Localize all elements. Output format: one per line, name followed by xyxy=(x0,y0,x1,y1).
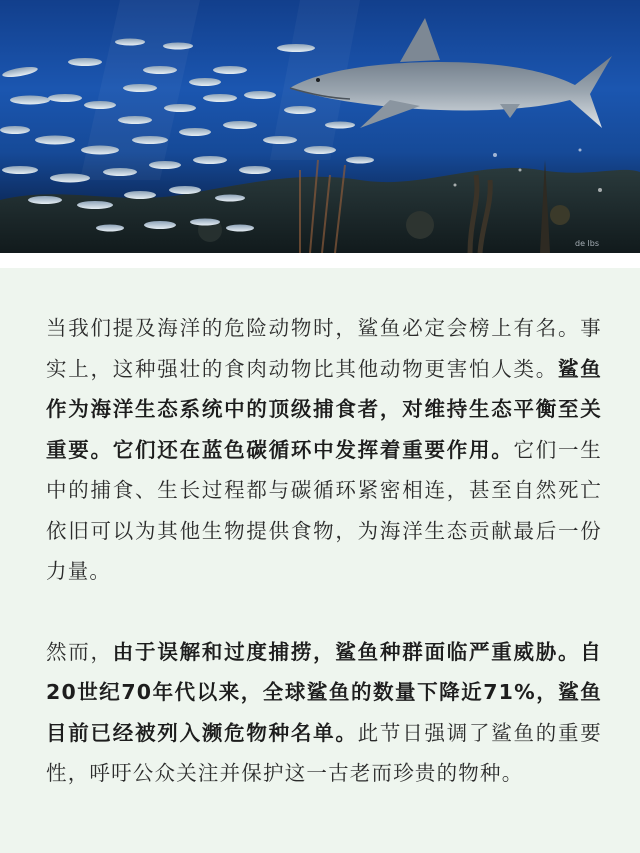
article-card xyxy=(0,268,640,853)
paragraph-1 xyxy=(46,308,602,592)
p1-intro: 当我们提及海洋的危险动物时，鲨鱼必定会榜上有名。事实上，这种强壮的食肉动物比其他动物更害怕人类。 xyxy=(46,316,602,381)
paragraph-2 xyxy=(46,632,602,794)
p1-highlight: 鲨鱼作为海洋生态系统中的顶级捕食者，对维持生态平衡至关重要。它们还在蓝色碳循环中发挥着重要作用。 xyxy=(46,356,602,462)
p1-detail: 它们一生中的捕食、生长过程都与碳循环紧密相连，甚至自然死亡依旧可以为其他生物提供食物，为海洋生态贡献最后一份力量。 xyxy=(46,437,602,583)
p2-lead: 然而， xyxy=(46,639,113,664)
hero-photo xyxy=(0,0,640,253)
divider-gap xyxy=(0,253,640,268)
p2-highlight: 由于误解和过度捕捞，鲨鱼种群面临严重威胁。自20世纪70年代以来，全球鲨鱼的数量下降近71%，鲨鱼目前已经被列入濒危物种名单。 xyxy=(46,639,602,745)
shark-and-fish-illustration xyxy=(0,0,640,253)
photo-credit: de lbs xyxy=(575,239,600,248)
p2-conclusion: 此节日强调了鲨鱼的重要性，呼吁公众关注并保护这一古老而珍贵的物种。 xyxy=(46,720,602,785)
